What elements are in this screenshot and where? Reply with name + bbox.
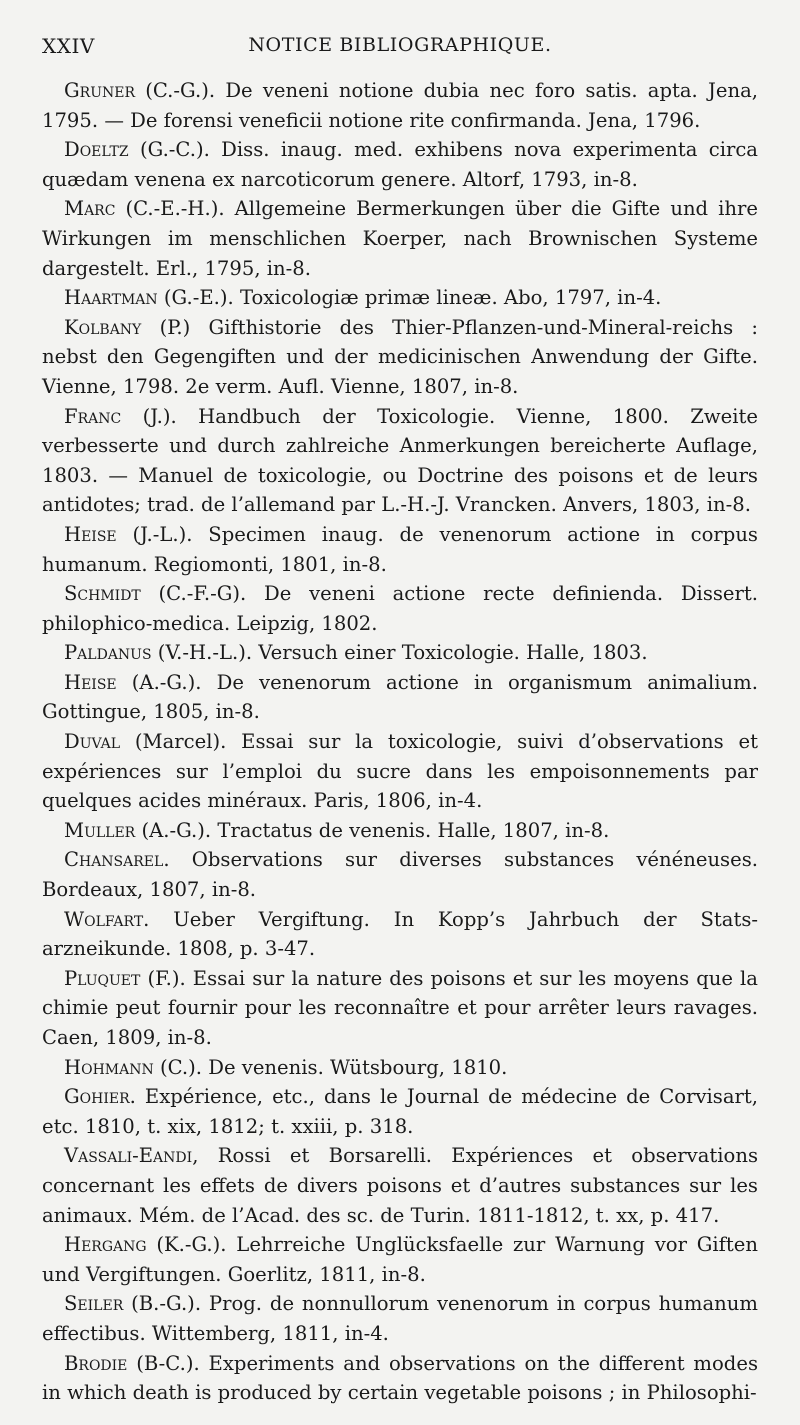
entry-text: (F.). Essai sur la nature des poisons et sur les moyens que la chimie peut fournir pour les reconnaître et pour arrêter leurs ravages. Caen, 1809, in-8.: [42, 966, 758, 1049]
entry-author: Haartman: [64, 286, 158, 310]
entry-text: Expérience, etc., dans le Journal de médecine de Corvisart, etc. 1810, t. xix, 1812; t. xxiii, p. 318.: [42, 1085, 758, 1138]
entry-author: Franc: [64, 404, 122, 428]
entry-text: (C.). De venenis. Wütsbourg, 1810.: [153, 1055, 508, 1079]
page-number: XXIV: [42, 34, 95, 58]
bibliography-entry: [42, 816, 758, 846]
entry-text: (J.). Handbuch der Toxicologie. Vienne, 1800. Zweite verbesserte und durch zahlreiche Anmerkungen bereicherte Auflage, 1803. — Manuel de toxicologie, ou Doctrine des poisons et de leurs antidotes; trad. de l’allemand par L.-H.-J. Vrancken. Anvers, 1803, in-8.: [42, 404, 758, 517]
entry-text: (G.-C.). Diss. inaug. med. exhibens nova experimenta circa quædam venena ex narcoticorum genere. Altorf, 1793, in-8.: [42, 138, 758, 191]
bibliography-entry: [42, 727, 758, 816]
entry-text: (C.-F.-G). De veneni actione recte definienda. Dissert. philophico-medica. Leipzig, 1802.: [42, 582, 758, 635]
entry-text: (P.) Gifthistorie des Thier-Pflanzen-und-Mineral-reichs : nebst den Gegengiften und der medicinischen Anwendung der Gifte. Vienne, 1798. 2e verm. Aufl. Vienne, 1807, in-8.: [42, 315, 758, 398]
bibliography-entry: [42, 402, 758, 520]
bibliography-entry: [42, 1141, 758, 1230]
bibliography-entry: [42, 579, 758, 638]
entry-author: Doeltz: [64, 138, 129, 162]
entry-author: Duval: [64, 730, 121, 754]
bibliography-entry: [42, 905, 758, 964]
entry-text: , Rossi et Borsarelli. Expériences et observations concernant les effets de divers poisons et d’autres substances sur les animaux. Mém. de l’Acad. des sc. de Turin. 1811-1812, t. xx, p. 417.: [42, 1144, 758, 1227]
bibliography-entry: [42, 1230, 758, 1289]
page-header: [42, 34, 758, 64]
entry-author: Vassali-Eandi: [64, 1144, 193, 1168]
entry-text: (G.-E.). Toxicologiæ primæ lineæ. Abo, 1797, in-4.: [157, 286, 662, 310]
entry-author: Hohmann: [64, 1055, 154, 1079]
bibliography-entry: [42, 638, 758, 668]
bibliography-entry: [42, 313, 758, 402]
entry-text: (B.-G.). Prog. de nonnullorum venenorum in corpus humanum effectibus. Wittemberg, 1811, in-4.: [42, 1292, 758, 1345]
entry-text: (V.-H.-L.). Versuch einer Toxicologie. Halle, 1803.: [151, 641, 648, 665]
entry-author: Heise: [64, 670, 117, 694]
entry-author: Kolbany: [64, 315, 142, 339]
entry-text: Ueber Vergiftung. In Kopp’s Jahrbuch der Stats-arzneikunde. 1808, p. 3-47.: [42, 907, 758, 961]
entry-author: Heise: [64, 522, 117, 546]
entry-text: (K.-G.). Lehrreiche Unglücksfaelle zur Warnung vor Giften und Vergiftungen. Goerlitz, 1811, in-8.: [42, 1233, 758, 1286]
entry-text: (A.-G.). De venenorum actione in organismum animalium. Gottingue, 1805, in-8.: [42, 670, 758, 724]
bibliography-entry: [42, 1053, 758, 1083]
running-title: NOTICE BIBLIOGRAPHIQUE.: [248, 34, 552, 56]
entry-text: (Marcel). Essai sur la toxicologie, suivi d’observations et expériences sur l’emploi du sucre dans les empoisonnements par quelques acides minéraux. Paris, 1806, in-4.: [42, 730, 758, 813]
entry-author: Marc: [64, 197, 116, 221]
entry-author: Brodie: [64, 1351, 128, 1375]
entry-text: (J.-L.). Specimen inaug. de venenorum actione in corpus humanum. Regiomonti, 1801, in-8.: [42, 522, 758, 576]
entry-text: (C.-E.-H.). Allgemeine Bermerkungen über die Gifte und ihre Wirkungen im menschlichen Koerper, nach Brownischen Systeme dargestelt. Erl., 1795, in-8.: [42, 197, 758, 280]
bibliography-list: [42, 76, 758, 1408]
bibliography-entry: [42, 1289, 758, 1348]
entry-author: Schmidt: [64, 582, 141, 606]
entry-author: Paldanus: [64, 641, 152, 665]
entry-author: Hergang: [64, 1233, 147, 1257]
bibliography-entry: [42, 1082, 758, 1141]
entry-author: Seiler: [64, 1292, 124, 1316]
bibliography-entry: [42, 76, 758, 135]
entry-text: (B-C.). Experiments and observations on the different modes in which death is produced by certain vegetable poisons ; in Philosophi-: [42, 1351, 758, 1405]
bibliography-entry: [42, 194, 758, 283]
entry-author: Chansarel.: [64, 848, 170, 872]
entry-text: (C.-G.). De veneni notione dubia nec foro satis. apta. Jena, 1795. — De forensi veneficii notione rite confirmanda. Jena, 1796.: [42, 79, 758, 132]
entry-author: Pluquet: [64, 966, 141, 990]
entry-author: Muller: [64, 818, 136, 842]
bibliography-entry: [42, 668, 758, 727]
entry-text: Observations sur diverses substances vénéneuses. Bordeaux, 1807, in-8.: [42, 848, 758, 902]
bibliography-entry: [42, 283, 758, 313]
bibliography-entry: [42, 964, 758, 1053]
entry-text: (A.-G.). Tractatus de venenis. Halle, 1807, in-8.: [135, 818, 610, 842]
bibliography-entry: [42, 1349, 758, 1408]
bibliography-entry: [42, 135, 758, 194]
bibliography-entry: [42, 845, 758, 904]
entry-author: Wolfart.: [64, 907, 150, 931]
entry-author: Gohier.: [64, 1085, 136, 1109]
bibliography-entry: [42, 520, 758, 579]
entry-author: Gruner: [64, 79, 136, 102]
